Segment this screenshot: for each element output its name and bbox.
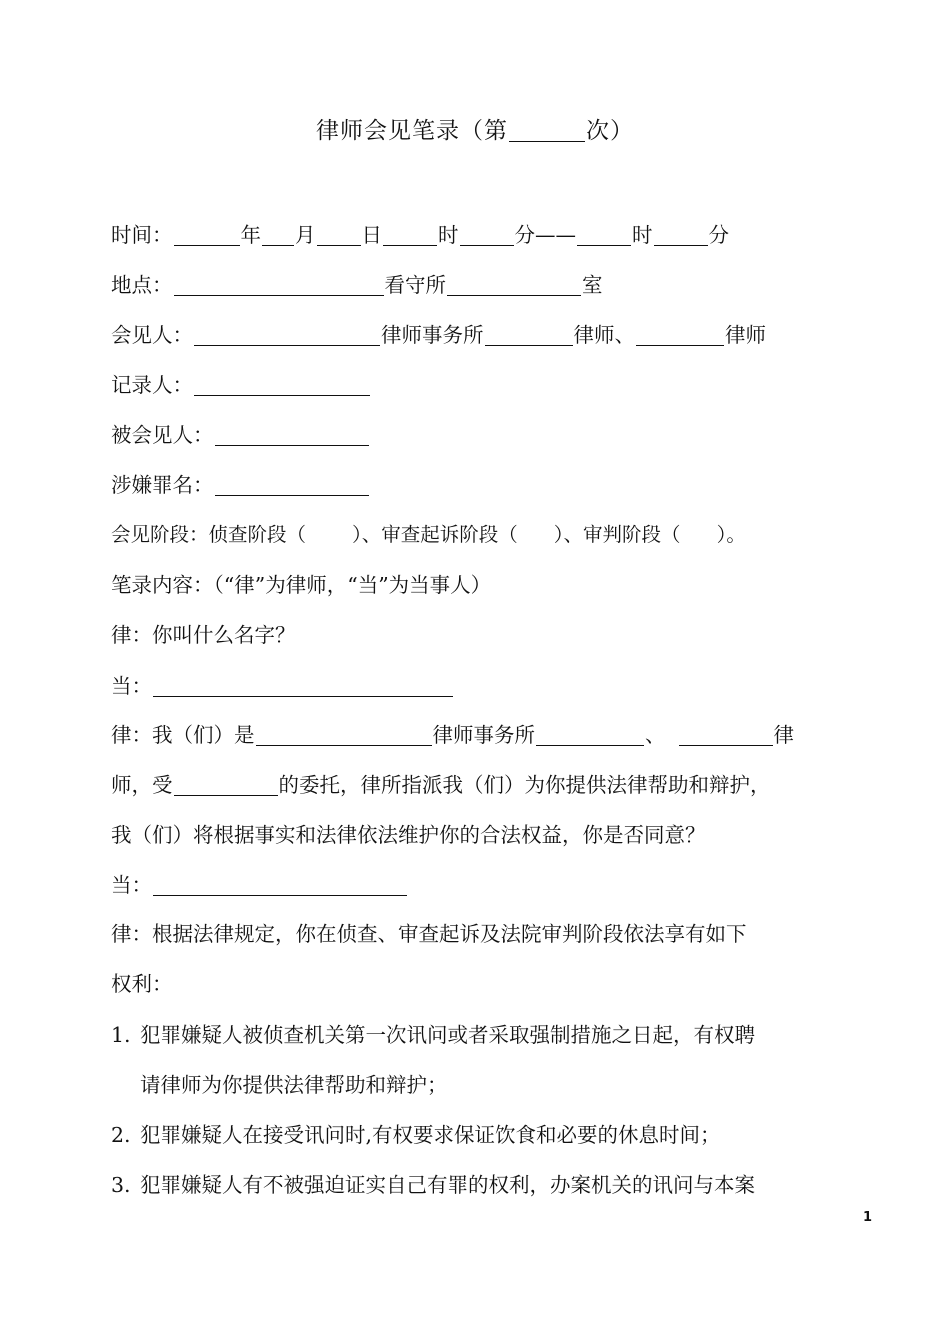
month-blank[interactable] <box>262 223 294 246</box>
place-label: 地点： <box>111 273 173 297</box>
consent-firm-label: 律师事务所 <box>432 723 535 747</box>
consent-line3: 我（们）将根据事实和法律依法维护你的合法权益，你是否同意？ <box>111 823 706 847</box>
interviewee-blank[interactable] <box>215 423 369 446</box>
review-stage: ）、审查起诉阶段（ <box>352 523 518 546</box>
question-consent-line3 <box>111 820 706 850</box>
year-label: 年 <box>240 223 261 247</box>
title-prefix: 律师会见笔录（第 <box>316 118 508 144</box>
interviewee-label: 被会见人： <box>111 423 214 447</box>
recorder-blank[interactable] <box>194 373 370 396</box>
page-title <box>0 112 950 145</box>
content-label-line <box>111 570 491 600</box>
month-label: 月 <box>295 223 316 247</box>
minute-blank[interactable] <box>460 223 514 246</box>
rights-item-number: 2. <box>111 1123 131 1147</box>
rights-item-1-cont <box>140 1070 448 1100</box>
answer-label: 当： <box>111 674 152 698</box>
consent-sep: 、 <box>645 723 666 747</box>
rights-item-text: 犯罪嫌疑人被侦查机关第一次讯问或者采取强制措施之日起，有权聘 <box>140 1023 755 1047</box>
rights-intro-line1 <box>111 919 747 949</box>
rights-item-text: 犯罪嫌疑人在接受讯问时,有权要求保证饮食和必要的休息时间； <box>140 1123 721 1147</box>
year-blank[interactable] <box>174 223 240 246</box>
page-number: 1 <box>862 1210 872 1225</box>
rights-item-text: 请律师为你提供法律帮助和辩护； <box>140 1073 448 1097</box>
rights-item-3 <box>111 1170 755 1200</box>
consent-firm-blank[interactable] <box>256 723 432 746</box>
answer-name-blank[interactable] <box>153 674 453 697</box>
time-label: 时间： <box>111 223 173 247</box>
rights-item-2 <box>111 1120 721 1150</box>
lawyer1-label: 律师、 <box>573 323 635 347</box>
answer-name-line <box>111 671 454 701</box>
place-line <box>111 270 603 300</box>
question-name-text: 律：你叫什么名字？ <box>111 623 296 647</box>
end-minute-label: 分 <box>708 223 729 247</box>
end-minute-blank[interactable] <box>654 223 708 246</box>
lawyer1-blank[interactable] <box>485 323 573 346</box>
session-number-blank[interactable] <box>509 119 585 142</box>
hour-label: 时 <box>438 223 459 247</box>
charge-blank[interactable] <box>215 473 369 496</box>
lawyer2-label: 律师 <box>725 323 766 347</box>
consent-lawyer-label: 律 <box>773 723 794 747</box>
interviewee-line <box>111 420 370 450</box>
hour-blank[interactable] <box>383 223 437 246</box>
lawyer2-blank[interactable] <box>636 323 724 346</box>
rights-item-1 <box>111 1020 755 1050</box>
consent-client-blank[interactable] <box>174 773 278 796</box>
recorder-label: 记录人： <box>111 373 193 397</box>
rights-intro-line2 <box>111 969 173 999</box>
content-label: 笔录内容：（“律”为律师，“当”为当事人） <box>111 573 492 597</box>
meeter-label: 会见人： <box>111 323 193 347</box>
consent-prefix: 律：我（们）是 <box>111 723 255 747</box>
answer-consent-line <box>111 870 408 900</box>
charge-line <box>111 470 370 500</box>
stage-end: ）。 <box>716 523 746 546</box>
title-suffix: 次） <box>586 118 634 144</box>
day-blank[interactable] <box>317 223 361 246</box>
trial-stage: ）、审判阶段（ <box>553 523 681 546</box>
room-label: 室 <box>582 273 603 297</box>
day-label: 日 <box>361 223 382 247</box>
minute-to-label: 分—— <box>514 223 576 247</box>
consent-line2-suffix: 的委托，律所指派我（们）为你提供法律帮助和辩护， <box>278 773 771 797</box>
end-hour-blank[interactable] <box>577 223 631 246</box>
firm-label: 律师事务所 <box>381 323 484 347</box>
answer-label: 当： <box>111 873 152 897</box>
recorder-line <box>111 370 371 400</box>
question-consent-line1 <box>111 720 794 750</box>
rights-intro-2: 权利： <box>111 972 173 996</box>
answer-consent-blank[interactable] <box>153 873 407 896</box>
consent-line2-prefix: 师，受 <box>111 773 173 797</box>
rights-item-number: 3. <box>111 1173 131 1197</box>
rights-item-text: 犯罪嫌疑人有不被强迫证实自己有罪的权利，办案机关的讯问与本案 <box>140 1173 755 1197</box>
charge-label: 涉嫌罪名： <box>111 473 214 497</box>
consent-lawyer1-blank[interactable] <box>536 723 644 746</box>
detention-label: 看守所 <box>384 273 446 297</box>
investigation-stage: 侦查阶段（ <box>208 523 307 546</box>
end-hour-label: 时 <box>632 223 653 247</box>
rights-item-number: 1. <box>111 1023 131 1047</box>
detention-blank[interactable] <box>174 273 384 296</box>
meeter-line <box>111 320 766 350</box>
consent-lawyer2-blank[interactable] <box>679 723 773 746</box>
question-consent-line2 <box>111 770 771 800</box>
room-blank[interactable] <box>447 273 581 296</box>
stage-label: 会见阶段： <box>111 523 209 546</box>
rights-intro-1: 律：根据法律规定，你在侦查、审查起诉及法院审判阶段依法享有如下 <box>111 922 747 946</box>
stage-line <box>111 520 746 550</box>
question-name <box>111 620 296 650</box>
time-line <box>111 220 729 250</box>
firm-blank[interactable] <box>194 323 380 346</box>
